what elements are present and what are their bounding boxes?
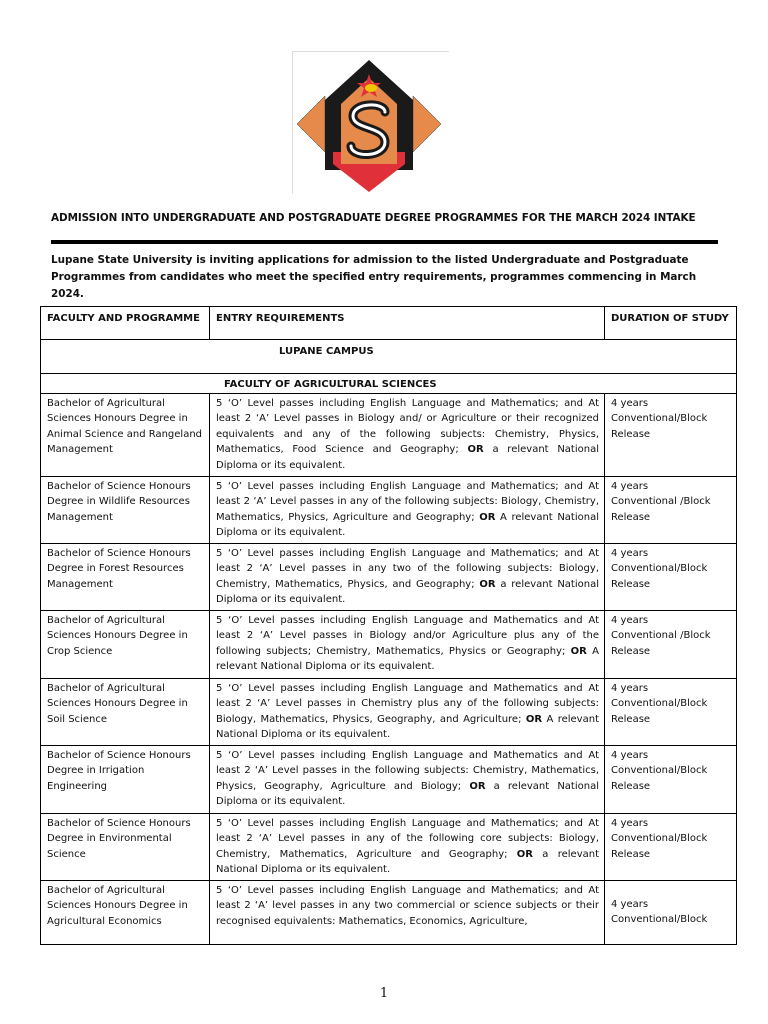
header-programme: FACULTY AND PROGRAMME: [41, 307, 210, 340]
page-number: 1: [379, 986, 389, 1001]
req-or: OR: [479, 511, 496, 523]
req-main: 5 ‘O’ Level passes including English Language and Mathematics; and At least 2 ‘A’ level passes in any two commercial or science subjects or their recognised equivalents: Mathematics, Economics, Agriculture,: [216, 884, 599, 927]
table-row: [41, 880, 737, 944]
req-main: 5 ‘O’ Level passes including English Language and Mathematics and At least 2 ‘A’ Level passes in the following subjects: Chemistry, Mathematics, Physics, Geography, Agriculture and Biology;: [216, 749, 599, 792]
duration-cell: [605, 610, 737, 678]
req-tail: a relevant National Diploma or its equivalent.: [216, 848, 599, 876]
duration-cell: [605, 678, 737, 745]
programme-name: Bachelor of Agricultural Sciences Honours Degree in Agricultural Economics: [41, 880, 210, 944]
university-logo: [292, 51, 449, 194]
duration-cell: [605, 880, 737, 944]
req-or: OR: [469, 780, 486, 792]
logo-right-diamond: [413, 96, 441, 152]
programme-name: Bachelor of Science Honours Degree in Forest Resources Management: [41, 543, 210, 610]
faculty-row: [41, 374, 737, 394]
entry-requirements: [210, 543, 605, 610]
study-mode: Conventional /Block Release: [611, 496, 711, 523]
duration-cell: [605, 745, 737, 813]
duration-cell: [605, 813, 737, 880]
duration-years: 4 years: [611, 898, 649, 910]
table-row: [41, 813, 737, 880]
table-row: [41, 678, 737, 745]
req-main: 5 ‘O’ Level passes including English Language and Mathematics; and At least 2 ‘A’ Level passes in any two of the following subjects: Biology, Chemistry, Mathematics, Physics, and Geography;: [216, 547, 599, 590]
study-mode: Conventional/Block Release: [611, 413, 708, 440]
table-row: [41, 745, 737, 813]
heading-rule: [51, 240, 718, 244]
table-row: [41, 543, 737, 610]
req-tail: A relevant National Diploma or its equivalent.: [216, 645, 599, 673]
req-tail: A relevant National Diploma or its equivalent.: [216, 511, 599, 539]
study-mode: Conventional/Block Release: [611, 833, 708, 860]
campus-label: LUPANE CAMPUS: [41, 340, 737, 374]
study-mode: Conventional /Block Release: [611, 630, 711, 657]
duration-years: 4 years: [611, 817, 649, 829]
entry-requirements: [210, 813, 605, 880]
req-tail: a relevant National Diploma or its equivalent.: [216, 444, 599, 471]
duration-years: 4 years: [611, 397, 649, 409]
table-header-row: [41, 307, 737, 340]
entry-requirements: [210, 393, 605, 476]
entry-requirements: [210, 610, 605, 678]
faculty-label: FACULTY OF AGRICULTURAL SCIENCES: [41, 374, 737, 394]
lsu-crest-icon: [293, 52, 449, 194]
programme-name: Bachelor of Agricultural Sciences Honours Degree in Animal Science and Rangeland Management: [41, 393, 210, 476]
campus-row: [41, 340, 737, 374]
page-heading: ADMISSION INTO UNDERGRADUATE AND POSTGRADUATE DEGREE PROGRAMMES FOR THE MARCH 2024 INTAKE: [51, 212, 696, 224]
programme-name: Bachelor of Science Honours Degree in Irrigation Engineering: [41, 745, 210, 813]
duration-cell: [605, 543, 737, 610]
req-main: 5 ‘O’ Level passes including English Language and Mathematics; and At least 2 ‘A’ Level passes in any of the following subjects: Biology, Chemistry, Mathematics, Physics, Agriculture and Geography;: [216, 480, 599, 523]
duration-years: 4 years: [611, 547, 649, 559]
entry-requirements: [210, 678, 605, 745]
req-tail: a relevant National Diploma or its equivalent.: [216, 578, 599, 606]
req-or: OR: [570, 645, 587, 657]
entry-requirements: [210, 745, 605, 813]
req-main: 5 ‘O’ Level passes including English Language and Mathematics and At least 2 ‘A’ Level passes in Biology and/or Agriculture plus any of the following subjects; Chemistry, Mathematics, Physics or Geography;: [216, 614, 599, 657]
req-tail: a relevant National Diploma or its equivalent.: [216, 780, 599, 808]
intro-paragraph: Lupane State University is inviting applications for admission to the listed Undergraduate and Postgraduate Programmes from candidates who meet the specified entry requirements, programmes commencing in March 2024.: [51, 254, 697, 300]
programme-name: Bachelor of Agricultural Sciences Honours Degree in Soil Science: [41, 678, 210, 745]
req-or: OR: [479, 578, 496, 590]
req-or: OR: [467, 444, 484, 456]
duration-cell: [605, 393, 737, 476]
programme-name: Bachelor of Science Honours Degree in Wildlife Resources Management: [41, 476, 210, 543]
table-row: [41, 476, 737, 543]
duration-years: 4 years: [611, 682, 649, 694]
study-mode: Conventional/Block Release: [611, 698, 708, 725]
study-mode: Conventional/Block Release: [611, 765, 708, 792]
req-main: 5 ‘O’ Level passes including English Language and Mathematics and At least 2 ‘A’ Level passes in Chemistry plus any of the following subjects: Biology, Mathematics, Physics, Geography, and Agriculture;: [216, 682, 599, 725]
req-tail: A relevant National Diploma or its equivalent.: [216, 713, 599, 741]
table-row: [41, 393, 737, 476]
header-requirements: ENTRY REQUIREMENTS: [210, 307, 605, 340]
table-row: [41, 610, 737, 678]
header-duration: DURATION OF STUDY: [605, 307, 737, 340]
programme-name: Bachelor of Agricultural Sciences Honours Degree in Crop Science: [41, 610, 210, 678]
programme-name: Bachelor of Science Honours Degree in Environmental Science: [41, 813, 210, 880]
duration-cell: [605, 476, 737, 543]
req-main: 5 ‘O’ Level passes including English Language and Mathematics; and At least 2 ‘A’ Level passes in Biology and/ or Agriculture or their recognized equivalents and any of the following subjects: Chemistry, Physics, Mathematics, Food Science and Geography;: [216, 397, 599, 456]
entry-requirements: [210, 880, 605, 944]
programmes-table: [40, 306, 737, 945]
study-mode: Conventional/Block Release: [611, 563, 708, 590]
study-mode: Conventional/Block: [611, 914, 708, 926]
req-or: OR: [525, 713, 543, 725]
entry-requirements: [210, 476, 605, 543]
duration-years: 4 years: [611, 480, 649, 492]
duration-years: 4 years: [611, 614, 649, 626]
req-or: OR: [516, 848, 533, 860]
duration-years: 4 years: [611, 749, 649, 761]
logo-left-diamond: [297, 96, 325, 152]
req-main: 5 ‘O’ Level passes including English Language and Mathematics; and At least 2 ‘A’ Level passes in any of the following core subjects: Biology, Chemistry, Mathematics, Agriculture and Geography;: [216, 817, 599, 860]
logo-bird: [365, 84, 377, 92]
